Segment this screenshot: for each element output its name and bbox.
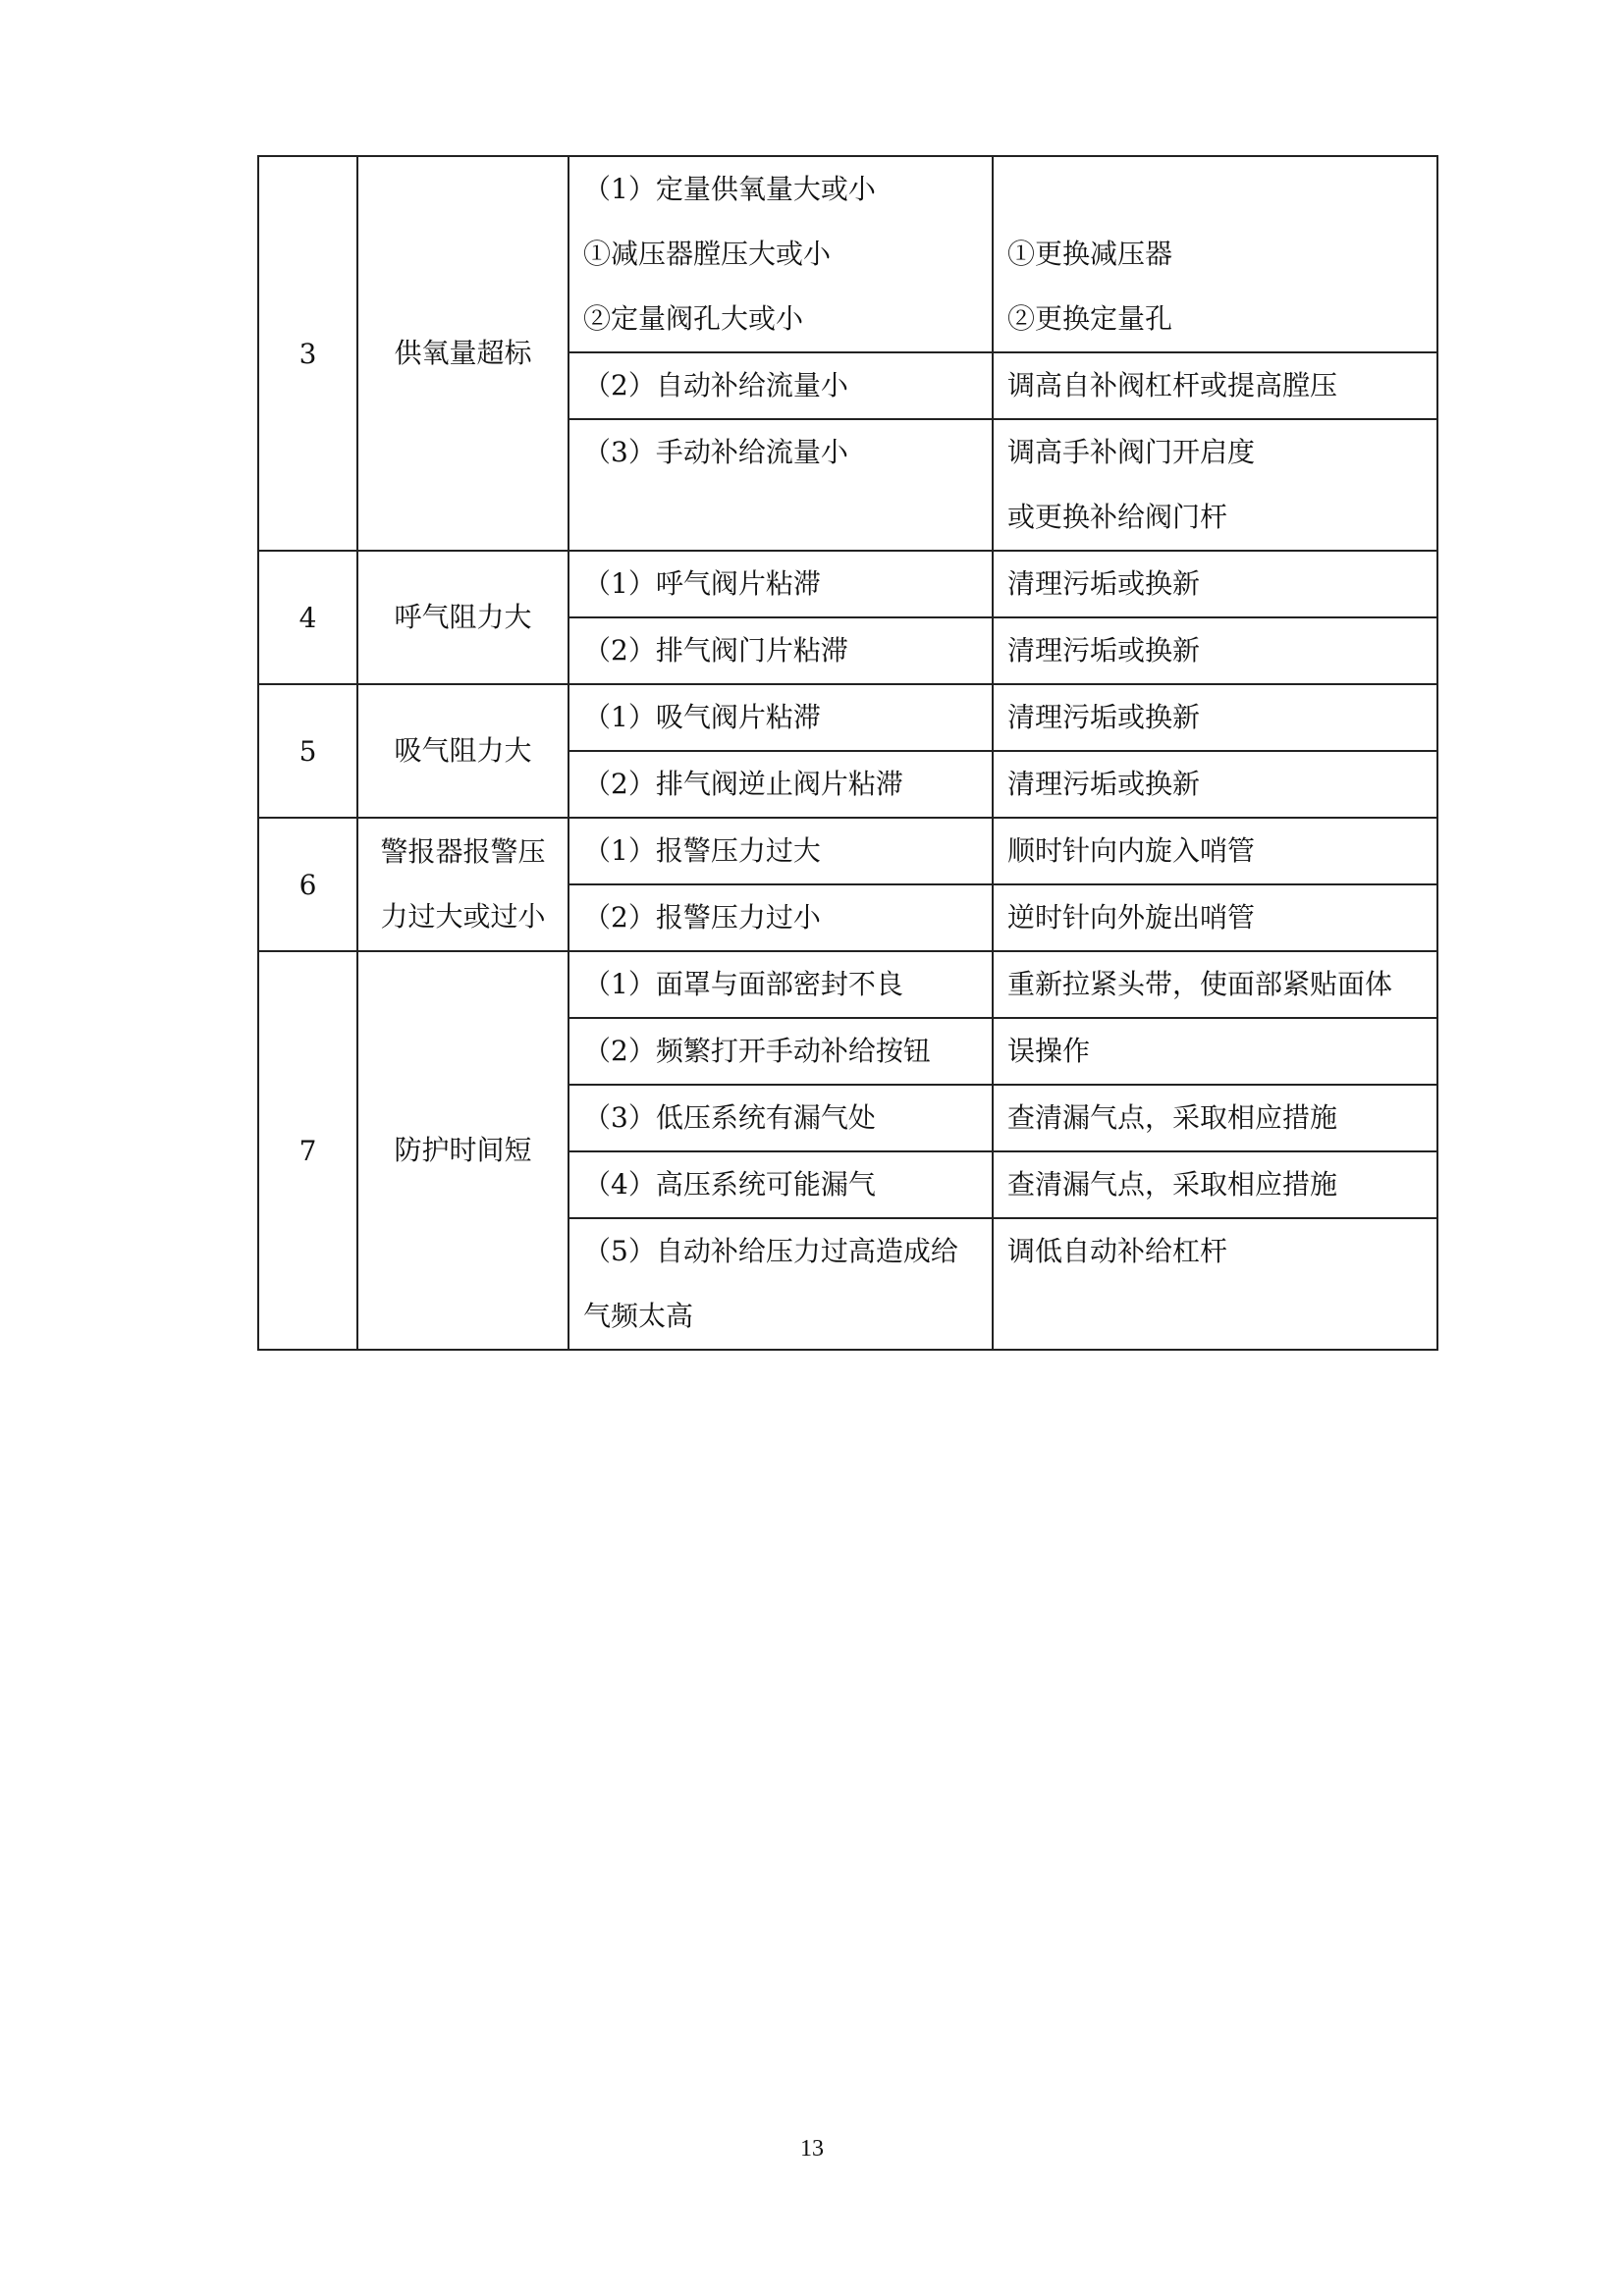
- fault-name: [357, 818, 568, 951]
- cause-text: 气频太高: [583, 1300, 694, 1332]
- fix-text: 清理污垢或换新: [1007, 634, 1201, 667]
- row-number: 3: [258, 156, 357, 551]
- fix-cell: [993, 1151, 1437, 1218]
- fix-text: [1007, 1284, 1436, 1349]
- cause-cell: [568, 419, 993, 551]
- fix-cell: [993, 818, 1437, 884]
- cause-text: ②定量阀孔大或小: [583, 302, 804, 335]
- fix-cell: [993, 617, 1437, 684]
- row-number: 6: [258, 818, 357, 951]
- cause-cell: [568, 884, 993, 951]
- cause-text: [583, 485, 992, 550]
- fix-text: 查清漏气点，采取相应措施: [1007, 1168, 1338, 1201]
- table-row: [258, 156, 1437, 352]
- fix-cell: [993, 1085, 1437, 1151]
- cause-cell: [568, 951, 993, 1018]
- cause-cell: [568, 1085, 993, 1151]
- cause-text: （1）呼气阀片粘滞: [583, 567, 821, 600]
- fault-name-line: 警报器报警压: [380, 835, 546, 868]
- fix-text: [1007, 157, 1436, 222]
- row-number: 4: [258, 551, 357, 684]
- cause-text: （2）频繁打开手动补给按钮: [583, 1035, 931, 1067]
- fix-text: 调高自补阀杠杆或提高膛压: [1007, 369, 1338, 401]
- cause-text: （1）面罩与面部密封不良: [583, 968, 903, 1000]
- cause-cell: [568, 156, 993, 352]
- fix-text: 清理污垢或换新: [1007, 768, 1201, 800]
- cause-text: ①减压器膛压大或小: [583, 238, 832, 270]
- fix-text: ②更换定量孔: [1007, 302, 1173, 335]
- fault-name: 呼气阻力大: [357, 551, 568, 684]
- fault-name: 防护时间短: [357, 951, 568, 1350]
- fix-text: 或更换补给阀门杆: [1007, 501, 1228, 533]
- table-row: [258, 551, 1437, 617]
- fix-cell: [993, 951, 1437, 1018]
- fix-text: ①更换减压器: [1007, 238, 1173, 270]
- fix-text: 调低自动补给杠杆: [1007, 1235, 1228, 1267]
- fix-cell: [993, 684, 1437, 751]
- cause-cell: [568, 751, 993, 818]
- row-number: 5: [258, 684, 357, 818]
- row-number: 7: [258, 951, 357, 1350]
- cause-text: （3）手动补给流量小: [583, 436, 848, 468]
- fix-cell: [993, 1218, 1437, 1350]
- fix-text: 清理污垢或换新: [1007, 567, 1201, 600]
- fix-cell: [993, 419, 1437, 551]
- cause-cell: [568, 1218, 993, 1350]
- cause-text: （1）吸气阀片粘滞: [583, 701, 821, 733]
- fix-cell: [993, 551, 1437, 617]
- fix-text: 重新拉紧头带，使面部紧贴面体: [1007, 968, 1393, 1000]
- fix-cell: [993, 156, 1437, 352]
- table-row: [258, 818, 1437, 884]
- fix-text: 查清漏气点，采取相应措施: [1007, 1101, 1338, 1134]
- cause-text: （1）定量供氧量大或小: [583, 173, 876, 205]
- fault-name-line: 力过大或过小: [380, 900, 546, 933]
- cause-text: （2）排气阀门片粘滞: [583, 634, 848, 667]
- fix-cell: [993, 751, 1437, 818]
- fault-table: [257, 155, 1438, 1351]
- cause-cell: [568, 352, 993, 419]
- cause-text: （2）自动补给流量小: [583, 369, 848, 401]
- cause-text: （4）高压系统可能漏气: [583, 1168, 876, 1201]
- fix-text: 调高手补阀门开启度: [1007, 436, 1256, 468]
- table-row: [258, 951, 1437, 1018]
- fix-text: 误操作: [1007, 1035, 1091, 1067]
- fix-cell: [993, 884, 1437, 951]
- page-number: 13: [800, 2136, 824, 2162]
- fix-text: 顺时针向内旋入哨管: [1007, 834, 1256, 867]
- cause-cell: [568, 818, 993, 884]
- table-row: [258, 684, 1437, 751]
- fix-cell: [993, 352, 1437, 419]
- fault-name: 供氧量超标: [357, 156, 568, 551]
- cause-cell: [568, 617, 993, 684]
- cause-cell: [568, 684, 993, 751]
- cause-text: （1）报警压力过大: [583, 834, 821, 867]
- fault-name: 吸气阻力大: [357, 684, 568, 818]
- cause-cell: [568, 1018, 993, 1085]
- fix-text: 逆时针向外旋出哨管: [1007, 901, 1256, 934]
- cause-cell: [568, 1151, 993, 1218]
- cause-cell: [568, 551, 993, 617]
- cause-text: （5）自动补给压力过高造成给: [583, 1235, 958, 1267]
- cause-text: （2）报警压力过小: [583, 901, 821, 934]
- fix-text: 清理污垢或换新: [1007, 701, 1201, 733]
- cause-text: （3）低压系统有漏气处: [583, 1101, 876, 1134]
- cause-text: （2）排气阀逆止阀片粘滞: [583, 768, 903, 800]
- fix-cell: [993, 1018, 1437, 1085]
